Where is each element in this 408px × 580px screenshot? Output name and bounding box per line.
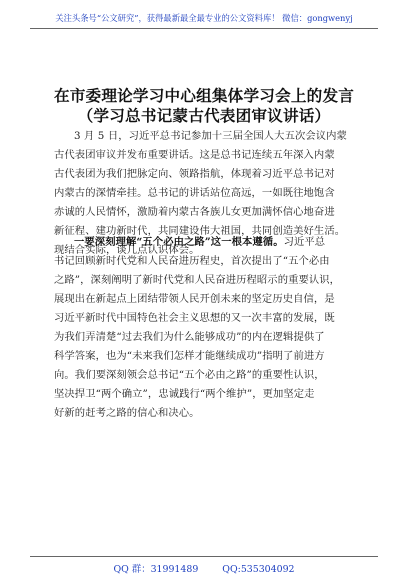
header-banner-text: 关注头条号“公文研究”，获得最新最全最专业的公文资料库！ 微信：gongwenyj (55, 13, 353, 23)
paragraph-line: 3 月 5 日，习近平总书记参加十三届全国人大五次会议内蒙 (74, 130, 347, 142)
paragraph-point-one (54, 234, 354, 424)
paragraph-line: 坚决捍卫“两个确立”，忠诚践行“两个维护”，更加坚定走 (54, 388, 315, 400)
paragraph-line (54, 234, 354, 253)
footer-qq: QQ:535304092 (222, 564, 295, 575)
footer-qq-group: QQ 群：31991489 (113, 564, 199, 575)
paragraph-line: 展现出在新起点上团结带领人民开创未来的坚定历史自信，是 (54, 293, 335, 305)
footer-contact (0, 561, 408, 575)
paragraph-line: 好新的赶考之路的信心和决心。 (54, 407, 200, 419)
document-title: 在市委理论学习中心组集体学习会上的发言 (53, 86, 355, 105)
paragraph-line: 现结合实际，谈几点认识体会。 (54, 244, 200, 256)
document-subtitle: （学习总书记蒙古代表团审议讲话） (77, 106, 331, 125)
header-divider (30, 28, 378, 29)
footer-divider (30, 556, 378, 557)
point-heading: 一要深刻理解“五个必由之路”这一根本遵循。 (74, 236, 284, 248)
paragraph-line: 书记回顾新时代党和人民奋进历程史，首次提出了“五个必由 (54, 255, 330, 267)
paragraph-line-rest: 习近平总 (283, 236, 326, 248)
paragraph-line: 古代表团审议并发布重要讲话。这是总书记连续五年深入内蒙 (54, 149, 335, 161)
paragraph-line: 为我们弄清楚“过去我们为什么能够成功”的内在逻辑提供了 (54, 331, 325, 343)
paragraph-line: 向。我们要深刻领会总书记“五个必由之路”的重要性认识， (54, 369, 325, 381)
paragraph-line: 赤诚的人民情怀，激励着内蒙古各族儿女更加满怀信心地奋进 (54, 206, 335, 218)
paragraph-line: 古代表团为我们把脉定向、领路指航，体现着习近平总书记对 (54, 168, 335, 180)
paragraph-line: 之路”，深刻阐明了新时代党和人民奋进历程昭示的重要认识， (54, 274, 341, 286)
paragraph-line: 科学答案，也为“未来我们怎样才能继续成功”指明了前进方 (54, 350, 325, 362)
paragraph-line: 新征程、建功新时代，共同建设伟大祖国，共同创造美好生活。 (54, 225, 346, 237)
paragraph-line: 习近平新时代中国特色社会主义思想的又一次丰富的发展，既 (54, 312, 335, 324)
paragraph-line: 内蒙古的深情牵挂。总书记的讲话站位高远，一如既往地饱含 (54, 187, 335, 199)
